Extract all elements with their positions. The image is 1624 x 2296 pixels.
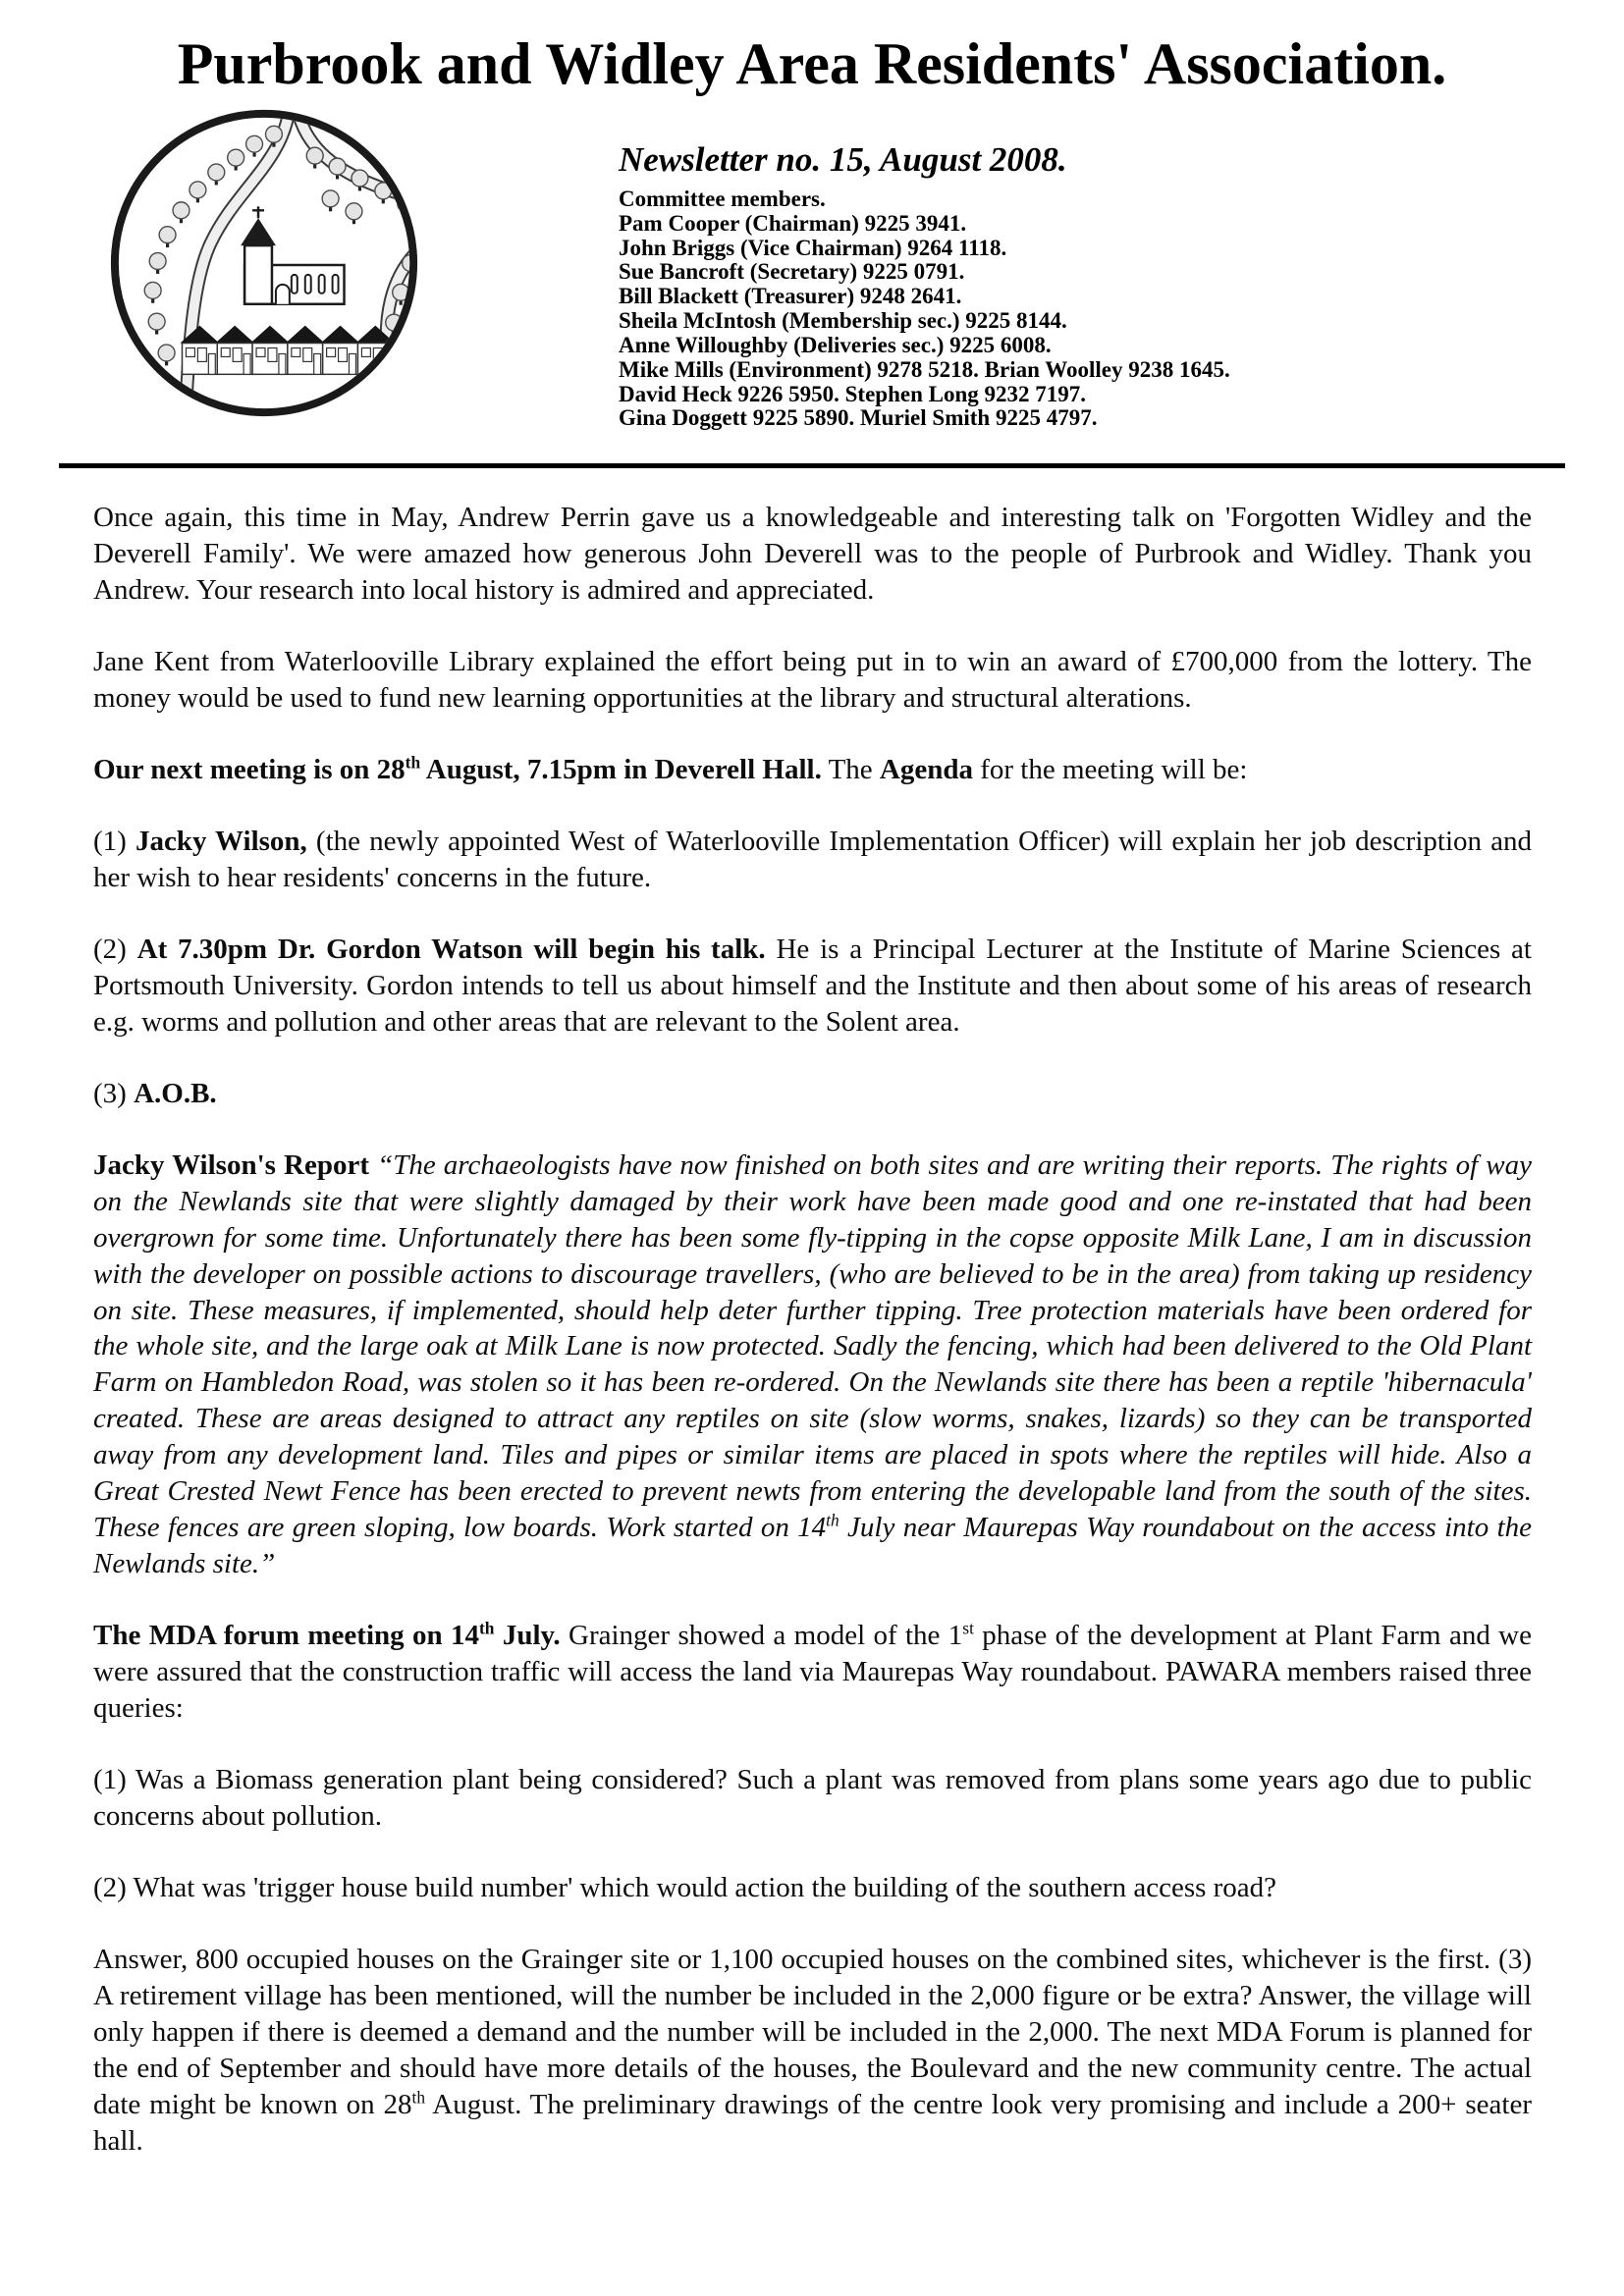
committee-member: David Heck 9226 5950. Stephen Long 9232 7197. <box>619 381 1087 406</box>
text-segment: He is a Principal Lecturer at the Institute of Marine Sciences at Portsmouth University. Gordon intends to tell us about himself and the Institute and then about some of his areas of research e.g. worms and pollution and other areas that are relevant to the Solent area. <box>93 933 1532 1038</box>
text-segment: Answer, 800 occupied houses on the Grainger site or 1,100 occupied houses on the combined sites, whichever is the first. (3) A retirement village has been mentioned, will the number be included in the 2,000 figure or be extra? Answer, the village will only happen if there is deemed a demand and the number will be included in the 2,000. The next MDA Forum is planned for the end of September and should have more details of the houses, the Boulevard and the new community centre. The actual date might be known on 28 <box>93 1944 1532 2120</box>
paragraph-agenda-item-2 <box>93 932 1532 1041</box>
text-segment: Grainger showed a model of the 1 <box>560 1620 963 1652</box>
paragraph-agenda-item-1 <box>93 824 1532 896</box>
ordinal-suffix: th <box>411 2087 426 2108</box>
text-segment: Jane Kent from Waterlooville Library explained the effort being put in to win an award of £700,000 from the lottery. The money would be used to fund new learning opportunities at the library and structural alterations. <box>93 645 1532 714</box>
committee-member: John Briggs (Vice Chairman) 9264 1118. <box>619 235 1007 260</box>
committee-member: Gina Doggett 9225 5890. Muriel Smith 9225 4797. <box>619 405 1098 431</box>
masthead-info <box>619 101 1230 431</box>
committee-member: Sue Bancroft (Secretary) 9225 0791. <box>619 259 965 285</box>
paragraph-mda-forum <box>93 1618 1532 1727</box>
text-segment: July near Maurepas Way roundabout on the access into the Newlands site.” <box>93 1512 1532 1580</box>
text-segment: The MDA forum meeting on 14 <box>93 1620 479 1652</box>
header <box>0 101 1624 434</box>
committee-member: Mike Mills (Environment) 9278 5218. Brian Woolley 9238 1645. <box>619 356 1230 382</box>
text-segment: Jacky Wilson's Report <box>93 1148 378 1181</box>
text-segment: “The archaeologists have now finished on both sites and are writing their reports. The rights of way on the Newlands site that were slightly damaged by their work have been made good and one re-instated that had been overgrown for some time. Unfortunately there has been some fly-tipping in the copse opposite Milk Lane, I am in discussion with the developer on possible actions to discourage travellers, (who are believed to be in the area) from taking up residency on site. These measures, if implemented, should help deter further tipping. Tree protection materials have been ordered for the whole site, and the large oak at Milk Lane is now protected. Sadly the fencing, which had been delivered to the Old Plant Farm on Hambledon Road, was stolen so it has been re-ordered. On the Newlands site there has been a reptile 'hibernacula' created. These are areas designed to attract any reptiles on site (slow worms, snakes, lizards) so they can be transported away from any development land. Tiles and pipes or similar items are placed in spots where the reptiles will hide. Also a Great Crested Newt Fence has been erected to prevent newts from entering the developable land from the south of the sites. These fences are green sloping, low boards. Work started on 14 <box>93 1148 1532 1544</box>
newsletter-title: Newsletter no. 15, August 2008. <box>619 140 1067 179</box>
text-segment: The <box>821 753 880 785</box>
paragraph-andrew-perrin-talk <box>93 500 1532 609</box>
paragraph-answers <box>93 1942 1532 2160</box>
ordinal-suffix: th <box>479 1618 495 1638</box>
newsletter-body <box>0 468 1624 2199</box>
text-segment: Once again, this time in May, Andrew Perrin gave us a knowledgeable and interesting talk on 'Forgotten Widley and the Deverell Family'. We were amazed how generous John Deverell was to the people of Purbrook and Widley. Thank you Andrew. Your research into local history is admired and appreciated. <box>93 502 1532 606</box>
committee-member: Sheila McIntosh (Membership sec.) 9225 8144. <box>619 308 1067 334</box>
text-segment: August, 7.15pm in Deverell Hall. <box>420 753 822 785</box>
committee-member: Pam Cooper (Chairman) 9225 3941. <box>619 210 967 236</box>
text-segment: (3) <box>93 1077 135 1109</box>
text-segment: August. The preliminary drawings of the centre look very promising and include a 200+ seater hall. <box>93 2088 1532 2157</box>
text-segment: Agenda <box>879 753 973 785</box>
text-segment: A.O.B. <box>134 1077 217 1109</box>
paragraph-next-meeting <box>93 752 1532 788</box>
text-segment: (2) What was 'trigger house build number' which would action the building of the southern access road? <box>93 1872 1277 1904</box>
paragraph-agenda-item-3 <box>93 1076 1532 1112</box>
association-logo <box>98 97 430 434</box>
text-segment: Our next meeting is on 28 <box>93 753 406 785</box>
committee-heading: Committee members. <box>619 187 826 211</box>
paragraph-query-1 <box>93 1762 1532 1835</box>
text-segment: (the newly appointed West of Waterlooville Implementation Officer) will explain her job description and her wish to hear residents' concerns in the future. <box>93 825 1532 893</box>
text-segment: for the meeting will be: <box>972 753 1248 785</box>
committee-member: Bill Blackett (Treasurer) 9248 2641. <box>619 284 962 309</box>
text-segment: (1) <box>93 825 135 857</box>
text-segment: (2) <box>93 933 137 965</box>
text-segment: July. <box>494 1620 561 1652</box>
paragraph-jacky-wilson-report <box>93 1148 1532 1583</box>
text-segment: At 7.30pm Dr. Gordon Watson will begin his talk. <box>136 933 766 965</box>
village-map-icon <box>98 97 430 429</box>
ordinal-suffix: st <box>962 1618 974 1638</box>
text-segment: phase of the development at Plant Farm and we were assured that the construction traffic will access the land via Maurepas Way roundabout. PAWARA members raised three queries: <box>93 1620 1532 1725</box>
ordinal-suffix: th <box>826 1510 839 1530</box>
page-title: Purbrook and Widley Area Residents' Association. <box>177 31 1447 96</box>
text-segment: (1) Was a Biomass generation plant being considered? Such a plant was removed from plans some years ago due to public concerns about pollution. <box>93 1764 1532 1833</box>
text-segment: Jacky Wilson, <box>135 825 307 857</box>
ordinal-suffix: th <box>405 752 421 773</box>
paragraph-query-2 <box>93 1870 1532 1906</box>
committee-member: Anne Willoughby (Deliveries sec.) 9225 6008. <box>619 332 1052 357</box>
paragraph-jane-kent-library <box>93 644 1532 717</box>
